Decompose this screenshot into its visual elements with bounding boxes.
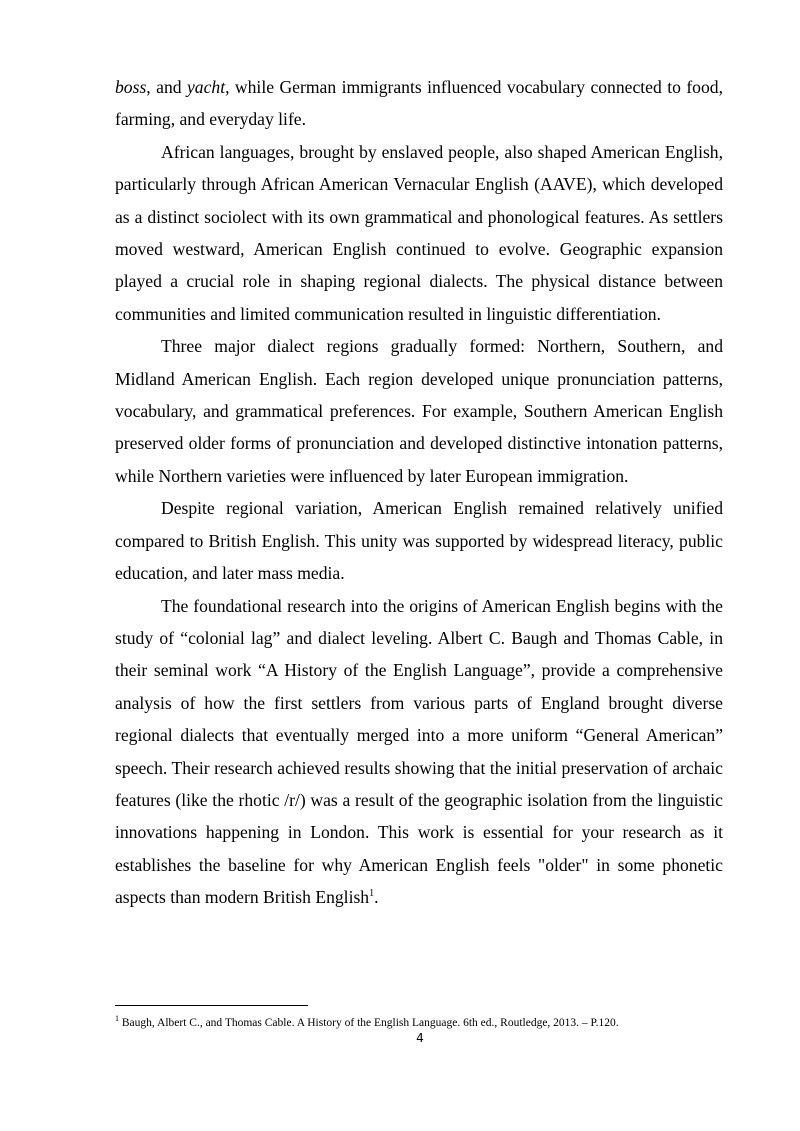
- paragraph-5-text: The foundational research into the origins of American English begins with the study of “colonial lag” and dialect leveling. Albert C. Baugh and Thomas Cable, in their seminal work “A History of the English Language”, provide a comprehensive analysis of how the first settlers from various parts of England brought diverse regional dialects that eventually merged into a more uniform “General American” speech. Their research achieved results showing that the initial preservation of archaic features (like the rhotic /r/) was a result of the geographic isolation from the linguistic innovations happening in London. This work is essential for your research as it establishes the baseline for why American English feels "older" in some phonetic aspects than modern British English: [115, 595, 723, 908]
- footnote-separator: [115, 1005, 308, 1006]
- italic-word-boss: boss: [115, 77, 147, 97]
- paragraph-2: African languages, brought by enslaved people, also shaped American English, particularly through African American Vernacular English (AAVE), which developed as a distinct sociolect with its own grammatical and phonological features. As settlers moved westward, American English continued to evolve. Geographic expansion played a crucial role in shaping regional dialects. The physical distance between communities and limited communication resulted in linguistic differentiation.: [115, 141, 723, 324]
- paragraph-1-text-a: , and: [146, 77, 187, 97]
- footnote-mark: 1: [115, 1014, 119, 1024]
- footnote-reference[interactable]: 1: [369, 888, 375, 900]
- paragraph-1: [115, 71, 723, 136]
- paragraph-1-text-b: , while German immigrants influenced vocabulary connected to food, farming, and everyday life.: [115, 77, 723, 130]
- paragraph-4: Despite regional variation, American English remained relatively unified compared to British English. This unity was supported by widespread literacy, public education, and later mass media.: [115, 498, 723, 584]
- page-number: 4: [416, 1031, 424, 1045]
- paragraph-5: [115, 590, 723, 914]
- italic-word-yacht: yacht: [186, 77, 226, 97]
- footnote-text: Baugh, Albert C., and Thomas Cable. A History of the English Language. 6th ed., Routledge, 2013. – P.120.: [119, 1017, 619, 1029]
- body-text: [115, 71, 723, 914]
- footnote: [115, 1016, 755, 1030]
- paragraph-5-end: .: [374, 887, 379, 908]
- paragraph-3: Three major dialect regions gradually formed: Northern, Southern, and Midland American English. Each region developed unique pronunciation patterns, vocabulary, and grammatical preferences. For example, Southern American English preserved older forms of pronunciation and developed distinctive intonation patterns, while Northern varieties were influenced by later European immigration.: [115, 336, 723, 486]
